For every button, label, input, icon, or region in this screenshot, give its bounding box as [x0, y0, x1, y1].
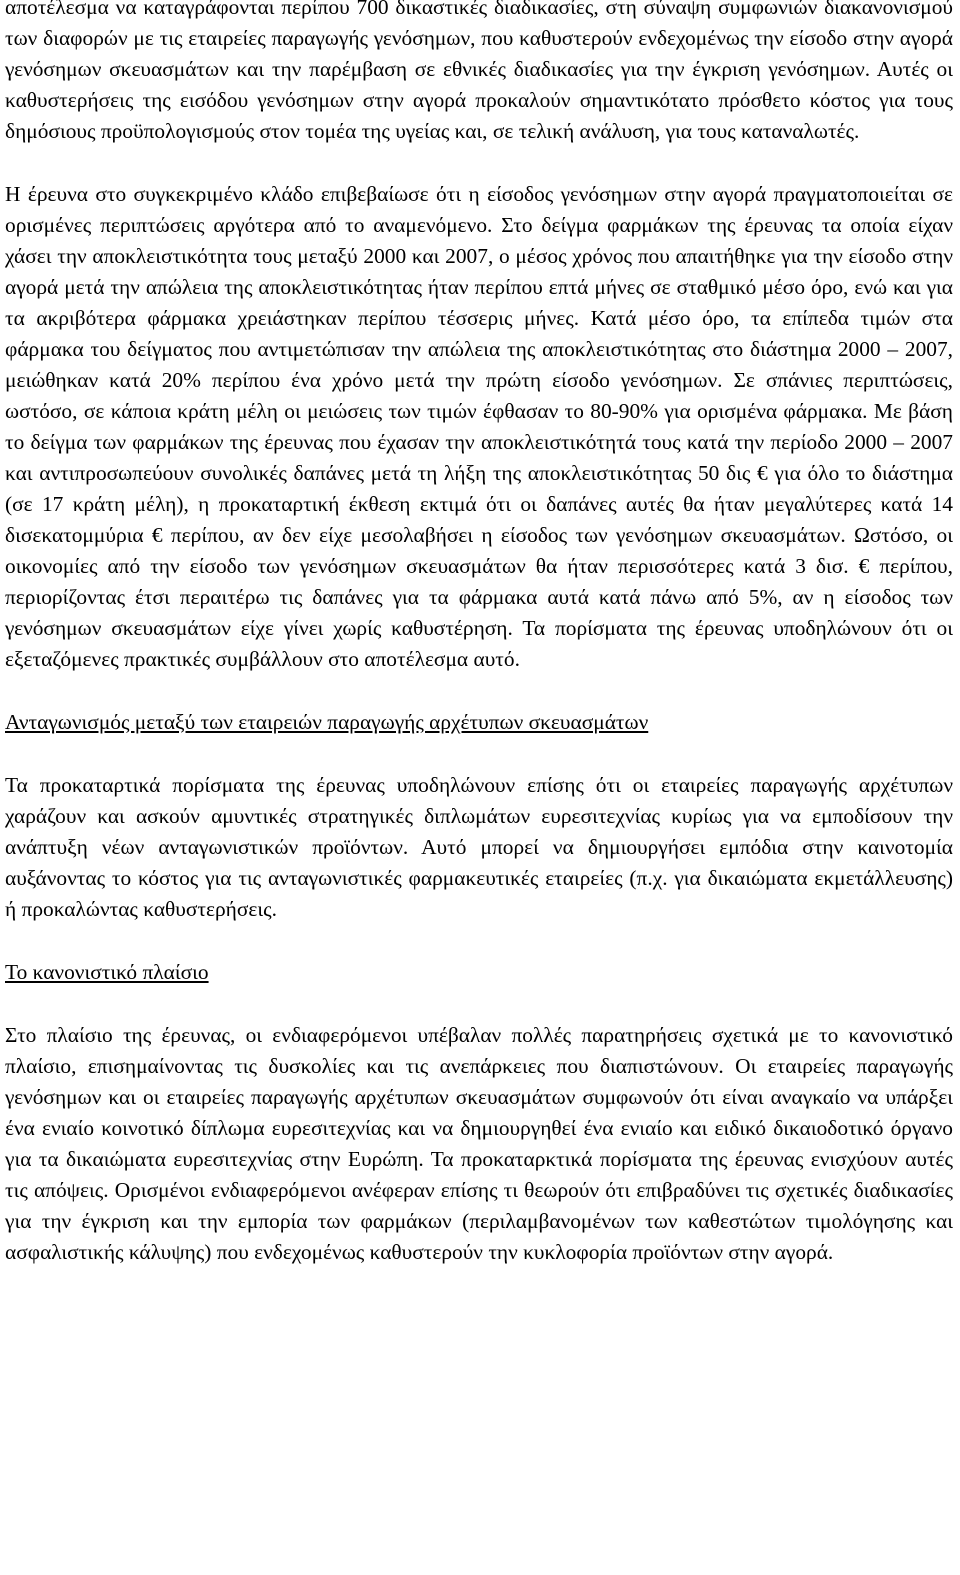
section-heading-regulatory-framework: Το κανονιστικό πλαίσιο: [5, 960, 209, 984]
paragraph-regulatory-framework: Στο πλαίσιο της έρευνας, οι ενδιαφερόμενοι υπέβαλαν πολλές παρατηρήσεις σχετικά με το κανονιστικό πλαίσιο, επισημαίνοντας τις δυσκολίες και τις ανεπάρκειες που διαπιστώνουν. Οι εταιρείες παραγωγής γενόσημων και οι εταιρείες παραγωγής αρχέτυπων σκευασμάτων συμφωνούν ότι είναι αναγκαίο να υπάρξει ένα ενιαίο κοινοτικό δίπλωμα ευρεσιτεχνίας και να δημιουργηθεί ένα ενιαίο και ειδικό δικαιοδοτικό όργανο για τα δικαιώματα ευρεσιτεχνίας στην Ευρώπη. Τα προκαταρκτικά πορίσματα της έρευνας ενισχύουν αυτές τις απόψεις. Ορισμένοι ενδιαφερόμενοι ανέφεραν επίσης τι θεωρούν ότι επιβραδύνει τις σχετικές διαδικασίες για την έγκριση και την εμπορία των φαρμάκων (περιλαμβανομένων των καθεστώτων τιμολόγησης και ασφαλιστικής κάλυψης) που ενδεχομένως καθυστερούν την κυκλοφορία προϊόντων στην αγορά.: [5, 1023, 953, 1264]
paragraph-originator-strategies: Τα προκαταρτικά πορίσματα της έρευνας υποδηλώνουν επίσης ότι οι εταιρείες παραγωγής αρχέτυπων χαράζουν και ασκούν αμυντικές στρατηγικές διπλωμάτων ευρεσιτεχνίας κυρίως για να εμποδίσουν την ανάπτυξη νέων ανταγωνιστικών προϊόντων. Αυτό μπορεί να δημιουργήσει εμπόδια στην καινοτομία αυξάνοντας το κόστος για τις ανταγωνιστικές φαρμακευτικές εταιρείες (π.χ. για δικαιώματα εκμετάλλευσης) ή προκαλώντας καθυστερήσεις.: [5, 773, 953, 921]
section-heading-originator-competition: Ανταγωνισμός μεταξύ των εταιρειών παραγωγής αρχέτυπων σκευασμάτων: [5, 710, 649, 734]
paragraph-generic-entry-delays: αποτέλεσμα να καταγράφονται περίπου 700 δικαστικές διαδικασίες, στη σύναψη συμφωνιών διακανονισμού των διαφορών με τις εταιρείες παραγωγής γενόσημων, που καθυστερούν ενδεχομένως την είσοδο στην αγορά γενόσημων σκευασμάτων και την παρέμβαση σε εθνικές διαδικασίες για την έγκριση γενόσημων. Αυτές οι καθυστερήσεις της εισόδου γενόσημων στην αγορά προκαλούν σημαντικότατο πρόσθετο κόστος για τους δημόσιους προϋπολογισμούς στον τομέα της υγείας και, σε τελική ανάλυση, για τους καταναλωτές.: [5, 0, 953, 143]
document-page: [5, 0, 953, 1268]
paragraph-sector-inquiry-findings: Η έρευνα στο συγκεκριμένο κλάδο επιβεβαίωσε ότι η είσοδος γενόσημων στην αγορά πραγματοποιείται σε ορισμένες περιπτώσεις αργότερα από το αναμενόμενο. Στο δείγμα φαρμάκων της έρευνας τα οποία είχαν χάσει την αποκλειστικότητα τους μεταξύ 2000 και 2007, ο μέσος χρόνος που απαιτήθηκε για την είσοδο στην αγορά μετά την απώλεια της αποκλειστικότητας ήταν περίπου επτά μήνες σε σταθμικό μέσο όρο, ενώ και για τα ακριβότερα φάρμακα χρειάστηκαν περίπου τέσσερις μήνες. Κατά μέσο όρο, τα επίπεδα τιμών στα φάρμακα του δείγματος που αντιμετώπισαν την απώλεια της αποκλειστικότητας στο διάστημα 2000 – 2007, μειώθηκαν κατά 20% περίπου ένα χρόνο μετά την πρώτη είσοδο γενόσημων. Σε σπάνιες περιπτώσεις, ωστόσο, σε κάποια κράτη μέλη οι μειώσεις των τιμών έφθασαν το 80-90% για ορισμένα φάρμακα. Με βάση το δείγμα των φαρμάκων της έρευνας που έχασαν την αποκλειστικότητά τους κατά την περίοδο 2000 – 2007 και αντιπροσωπεύουν συνολικές δαπάνες μετά τη λήξη της αποκλειστικότητας 50 δις € για όλο το διάστημα (σε 17 κράτη μέλη), η προκαταρτική έκθεση εκτιμά ότι οι δαπάνες αυτές θα ήταν μεγαλύτερες κατά 14 δισεκατομμύρια € περίπου, αν δεν είχε μεσολαβήσει η είσοδος των γενόσημων σκευασμάτων. Ωστόσο, οι οικονομίες από την είσοδο των γενόσημων σκευασμάτων θα ήταν περισσότερες κατά 3 δισ. € περίπου, περιορίζοντας έτσι περαιτέρω τις δαπάνες για τα φάρμακα αυτά κατά πάνω από 5%, αν η είσοδος των γενόσημων σκευασμάτων είχε γίνει χωρίς καθυστέρηση. Τα πορίσματα της έρευνας υποδηλώνουν ότι οι εξεταζόμενες πρακτικές συμβάλλουν στο αποτέλεσμα αυτό.: [5, 182, 953, 671]
